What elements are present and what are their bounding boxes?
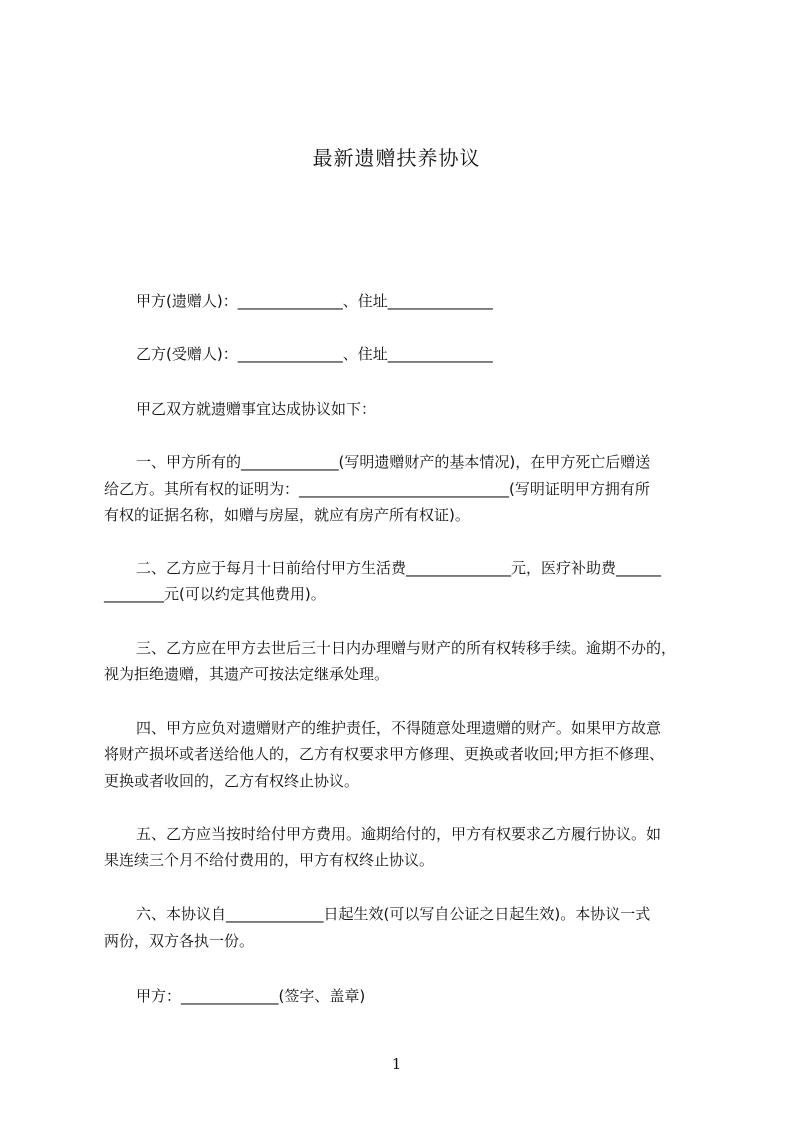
page-number: 1: [391, 1055, 402, 1073]
clause-3-line-1: 三、乙方应在甲方去世后三十日内办理赠与财产的所有权转移手续。逾期不办的，: [136, 639, 677, 657]
document-title: 最新遗赠扶养协议: [312, 146, 481, 170]
clause-5-line-2: 果连续三个月不给付费用的，甲方有权终止协议。: [104, 851, 435, 869]
party-a-line: 甲方(遗赠人)：______________、住址______________: [136, 292, 493, 310]
clause-5-line-1: 五、乙方应当按时给付甲方费用。逾期给付的，甲方有权要求乙方履行协议。如: [136, 825, 662, 843]
clause-6-line-2: 两份，双方各执一份。: [104, 932, 255, 950]
clause-4-line-2: 将财产损坏或者送给他人的，乙方有权要求甲方修理、更换或者收回;甲方拒不修理、: [104, 745, 665, 763]
signature-party-a: 甲方：_____________(签字、盖章): [136, 987, 366, 1005]
clause-1-line-1: 一、甲方所有的_____________(写明遗赠财产的基本情况)，在甲方死亡后赠送: [136, 453, 651, 471]
party-b-line: 乙方(受赠人)：______________、住址______________: [136, 345, 493, 363]
clause-4-line-1: 四、甲方应负对遗赠财产的维护责任，不得随意处理遗赠的财产。如果甲方故意: [136, 719, 662, 737]
clause-6-line-1: 六、本协议自_____________日起生效(可以写自公证之日起生效)。本协议一式: [136, 905, 651, 923]
clause-3-line-2: 视为拒绝遗赠，其遗产可按法定继承处理。: [104, 665, 390, 683]
clause-1-line-2: 给乙方。其所有权的证明为：____________________________(写明证明甲方拥有所: [104, 480, 650, 498]
clause-2-line-2: ________元(可以约定其他费用)。: [104, 585, 326, 603]
clause-1-line-3: 有权的证据名称，如赠与房屋，就应有房产所有权证)。: [104, 506, 470, 524]
intro-line: 甲乙双方就遗赠事宜达成协议如下：: [136, 400, 377, 418]
clause-2-line-1: 二、乙方应于每月十日前给付甲方生活费______________元，医疗补助费______: [136, 559, 662, 577]
clause-4-line-3: 更换或者收回的，乙方有权终止协议。: [104, 772, 360, 790]
